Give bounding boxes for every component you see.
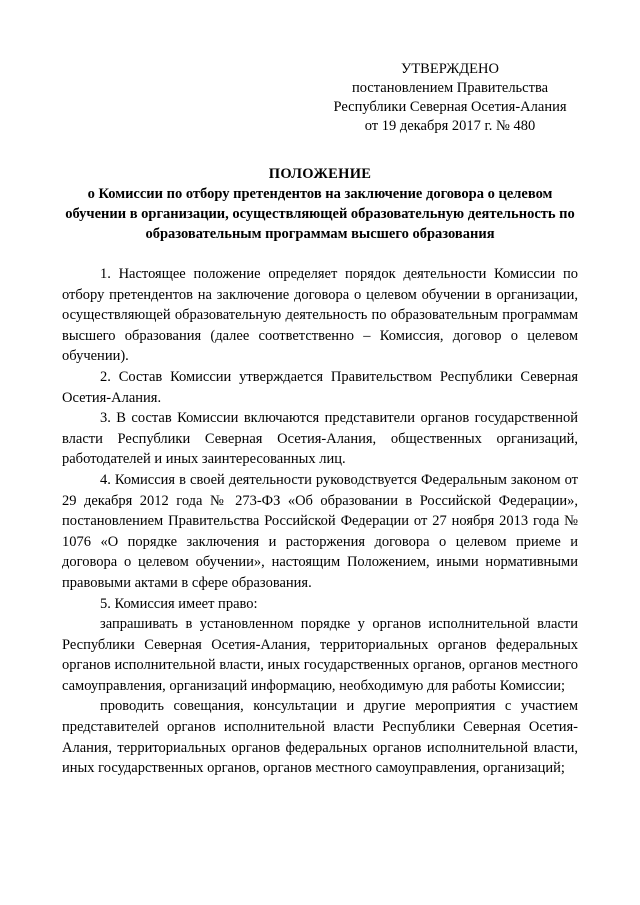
document-body	[62, 264, 578, 779]
document-title-block	[62, 164, 578, 244]
approval-line-date-number: от 19 декабря 2017 г. № 480	[364, 118, 536, 134]
document-heading: ПОЛОЖЕНИЕ	[268, 166, 372, 182]
paragraph-5-item-request: запрашивать в установленном порядке у органов исполнительной власти Республики Северная Осетия-Алания, территориальных органов федеральных органов исполнительной власти, иных государственных органов, органов местного самоуправления, организаций информацию, необходимую для работы Комиссии;	[62, 616, 578, 694]
paragraph-2: 2. Состав Комиссии утверждается Правительством Республики Северная Осетия-Алания.	[62, 368, 578, 406]
paragraph-1: 1. Настоящее положение определяет порядок деятельности Комиссии по отбору претендентов на заключение договора о целевом обучении в организации, осуществляющей образовательную деятельность по образовательным программам высшего образования (далее соответственно – Комиссия, договор о целевом обучении).	[62, 266, 578, 365]
approval-line-government: Республики Северная Осетия-Алания	[333, 99, 567, 115]
approval-stamp	[330, 60, 570, 136]
approval-line-approved: УТВЕРЖДЕНО	[401, 61, 499, 77]
paragraph-5-item-meetings: проводить совещания, консультации и другие мероприятия с участием представителей органов исполнительной власти Республики Северная Осетия-Алания, территориальных органов федеральных органов исполнительной власти, иных государственных органов, органов местного самоуправления, организаций;	[62, 698, 578, 777]
paragraph-4: 4. Комиссия в своей деятельности руководствуется Федеральным законом от 29 декабря 2012 года № 273-ФЗ «Об образовании в Российской Федерации», постановлением Правительства Российской Федерации от 27 ноября 2013 года № 1076 «О порядке заключения и расторжения договора о целевом приеме и договора о целевом обучении», настоящим Положением, иными нормативными правовыми актами в сфере образования.	[62, 471, 578, 591]
approval-line-by-decree: постановлением Правительства	[351, 80, 549, 96]
paragraph-5: 5. Комиссия имеет право:	[100, 595, 258, 612]
paragraph-3: 3. В состав Комиссии включаются представители органов государственной власти Республики Северная Осетия-Алания, общественных организаций, работодателей и иных заинтересованных лиц.	[62, 410, 578, 468]
document-subtitle: о Комиссии по отбору претендентов на заключение договора о целевом обучении в организации, осуществляющей образовательную деятельность по образовательным программам высшего образования	[65, 186, 575, 242]
